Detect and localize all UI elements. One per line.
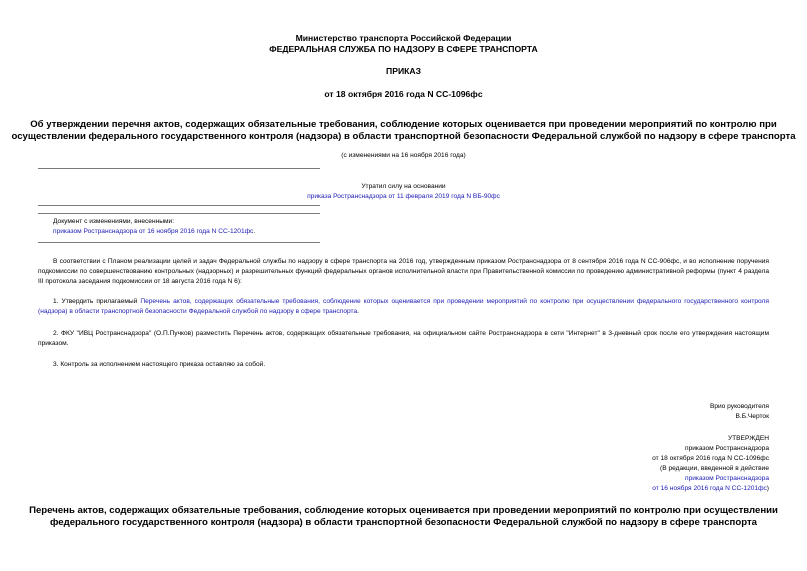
item-3-paragraph: 3. Контроль за исполнением настоящего приказа оставляю за собой. bbox=[53, 361, 266, 368]
amendments-link[interactable]: приказом Ространснадзора от 16 ноября 2016 года N СС-1201фс bbox=[53, 228, 254, 235]
list-title-line-1: Перечень актов, содержащих обязательные требования, соблюдение которых оценивается при проведении мероприятий по контролю при осуществлении bbox=[29, 505, 778, 516]
lost-force-label: Утратил силу на основании bbox=[361, 183, 446, 190]
item-1-paragraph bbox=[38, 297, 769, 317]
list-title-line-2: федерального государственного контроля (надзора) в области транспортной безопасности Федеральной службой по надзору в сфере транспорта bbox=[50, 517, 757, 528]
divider bbox=[38, 168, 320, 169]
item-1-prefix: 1. Утвердить прилагаемый bbox=[53, 298, 138, 305]
approval-revision: (В редакции, введенной в действие bbox=[660, 465, 769, 472]
divider bbox=[38, 213, 320, 214]
approval-revision-link-1[interactable]: приказом Ространснадзора bbox=[685, 475, 769, 482]
divider bbox=[38, 242, 320, 243]
title-line-2: осуществлении федерального государственного контроля (надзора) в области транспортной безопасности Федеральной службой по надзору в сфере транспорта bbox=[11, 131, 796, 142]
ministry-name: Министерство транспорта Российской Федерации bbox=[295, 33, 512, 43]
signature-position: Врио руководителя bbox=[709, 403, 769, 410]
approval-revision-link-2[interactable]: от 16 ноября 2016 года N СС-1201фс bbox=[652, 485, 767, 492]
amendments-line bbox=[53, 227, 255, 237]
divider bbox=[38, 205, 320, 206]
approval-date: от 18 октября 2016 года N СС-1096фс bbox=[652, 455, 769, 462]
amendments-label: Документ с изменениями, внесенными: bbox=[53, 218, 175, 225]
approval-by-order: приказом Ространснадзора bbox=[685, 445, 769, 452]
approval-approved: УТВЕРЖДЕН bbox=[727, 435, 769, 442]
preamble-paragraph: В соответствии с Планом реализации целей и задач Федеральной службы по надзору в сфере транспорта на 2016 год, утвержденным приказом Ространснадзора от 8 сентября 2016 года N СС-906фс, и во исполнение поручения подкомиссии по совершенствованию контрольных (надзорных) и разрешительных функций федеральных органов исполнительной власти при Правительственной комиссии по проведению административной реформы (пункт 4 раздела III протокола заседания подкомиссии от 18 августа 2016 года N 6): bbox=[38, 258, 769, 285]
title-line-1: Об утверждении перечня актов, содержащих обязательные требования, соблюдение которых оценивается при проведении мероприятий по контролю при bbox=[30, 119, 777, 130]
amendment-note: (с изменениями на 16 ноября 2016 года) bbox=[341, 152, 466, 159]
lost-force-link[interactable]: приказа Ространснадзора от 11 февраля 2019 года N ВБ-90фс bbox=[307, 193, 500, 200]
approval-revision-line-2 bbox=[560, 484, 769, 494]
item-2-paragraph: 2. ФКУ "ИВЦ Ространснадзора" (О.П.Пучков) разместить Перечень актов, содержащих обязательные требования, на официальном сайте Ространснадзора в сети "Интернет" в 3-дневный срок после его утверждения настоящим приказом. bbox=[38, 330, 769, 347]
doc-date: от 18 октября 2016 года N СС-1096фс bbox=[324, 89, 483, 99]
item-1-link[interactable]: Перечень актов, содержащих обязательные требования, соблюдение которых оценивается при проведении мероприятий по контролю при осуществлении федерального государственного контроля (надзора) в области транспортной безопасности Федеральной службой по надзору в сфере транспорта bbox=[38, 298, 769, 315]
approval-revision-suffix: ) bbox=[766, 485, 769, 492]
amendments-suffix: . bbox=[253, 228, 256, 235]
signature-name: В.Б.Черток bbox=[735, 413, 769, 420]
doc-type: ПРИКАЗ bbox=[386, 66, 421, 76]
service-name: ФЕДЕРАЛЬНАЯ СЛУЖБА ПО НАДЗОРУ В СФЕРЕ ТРАНСПОРТА bbox=[269, 44, 538, 54]
item-1-suffix: . bbox=[357, 308, 359, 315]
